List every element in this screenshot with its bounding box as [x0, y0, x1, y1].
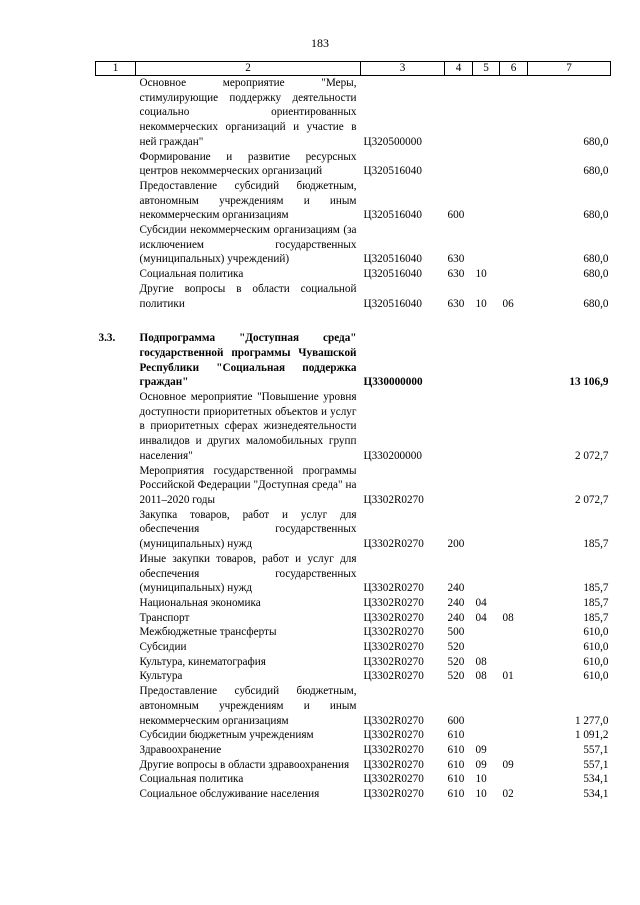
row-section: 10 — [475, 773, 487, 786]
row-code: Ц320516040 — [363, 165, 422, 178]
row-subsection — [500, 508, 528, 552]
row-expense-type: 520 — [447, 641, 465, 654]
row-amount: 534,1 — [583, 773, 609, 786]
row-name: Подпрограмма "Доступная среда" государственной программы Чувашской Республики "Социальная поддержка граждан" — [139, 332, 357, 389]
row-code: Ц320516040 — [363, 268, 422, 281]
row-code: Ц3302R0270 — [363, 670, 424, 683]
table-row — [96, 150, 611, 179]
row-expense-type: 500 — [447, 626, 465, 639]
table-row — [96, 76, 611, 150]
row-code: Ц330200000 — [363, 449, 422, 462]
row-name: Иные закупки товаров, работ и услуг для обеспечения государственных (муниципальных) нужд — [139, 552, 357, 595]
row-code: Ц3302R0270 — [363, 641, 424, 654]
row-section: 09 — [475, 743, 487, 756]
row-subsection — [500, 655, 528, 670]
row-number — [96, 508, 136, 552]
row-expense-type: 240 — [447, 582, 465, 595]
column-header: 5 — [473, 62, 500, 76]
table-row — [96, 743, 611, 758]
row-amount: 680,0 — [583, 297, 609, 310]
row-expense-type: 520 — [447, 655, 465, 668]
row-subsection — [500, 552, 528, 596]
row-amount: 680,0 — [583, 209, 609, 222]
column-header: 3 — [361, 62, 445, 76]
row-number — [96, 787, 136, 802]
row-name: Социальная политика — [139, 268, 244, 281]
row-subsection — [500, 223, 528, 267]
row-section: 08 — [475, 655, 487, 668]
row-amount: 1 091,2 — [574, 729, 609, 742]
row-code: Ц320500000 — [363, 135, 422, 148]
row-expense-type: 610 — [447, 788, 465, 801]
row-expense-type: 610 — [447, 729, 465, 742]
row-amount: 185,7 — [583, 596, 609, 609]
row-name: Формирование и развитие ресурсных центров некоммерческих организаций — [139, 150, 357, 178]
row-amount: 557,1 — [583, 743, 609, 756]
table-row — [96, 669, 611, 684]
table-row — [96, 179, 611, 223]
row-code: Ц3302R0270 — [363, 611, 424, 624]
row-section — [473, 728, 500, 743]
row-subsection — [500, 684, 528, 728]
row-code: Ц3302R0270 — [363, 655, 424, 668]
row-section — [473, 640, 500, 655]
row-name: Социальная политика — [139, 773, 244, 786]
row-code: Ц330000000 — [363, 376, 423, 389]
row-expense-type: 630 — [447, 297, 465, 310]
row-number — [96, 743, 136, 758]
row-expense-type: 610 — [447, 773, 465, 786]
table-row — [96, 611, 611, 626]
row-subsection — [500, 772, 528, 787]
row-code: Ц3302R0270 — [363, 714, 424, 727]
table-row — [96, 640, 611, 655]
row-section — [473, 508, 500, 552]
table-row — [96, 267, 611, 282]
table-row — [96, 787, 611, 802]
row-number — [96, 267, 136, 282]
row-code: Ц3302R0270 — [363, 729, 424, 742]
row-amount: 185,7 — [583, 611, 609, 624]
row-amount: 610,0 — [583, 641, 609, 654]
row-section — [473, 464, 500, 508]
row-name: Субсидии бюджетным учреждениям — [139, 729, 314, 742]
row-section — [473, 625, 500, 640]
row-expense-type: 600 — [447, 209, 465, 222]
spacer-cell — [96, 311, 611, 331]
table-row — [96, 552, 611, 596]
row-subsection — [500, 728, 528, 743]
table-row — [96, 625, 611, 640]
row-amount: 557,1 — [583, 758, 609, 771]
row-number — [96, 655, 136, 670]
row-code: Ц3302R0270 — [363, 596, 424, 609]
row-number — [96, 179, 136, 223]
row-expense-type — [445, 76, 473, 150]
column-header: 4 — [445, 62, 473, 76]
row-name: Другие вопросы в области здравоохранения — [139, 758, 350, 771]
row-number — [96, 223, 136, 267]
row-section — [473, 150, 500, 179]
table-row — [96, 464, 611, 508]
row-expense-type: 240 — [447, 596, 465, 609]
row-number — [96, 76, 136, 150]
row-name: Субсидии некоммерческим организациям (за исключением государственных (муниципальных) учреждений) — [139, 224, 357, 266]
row-section — [473, 390, 500, 464]
row-section — [473, 76, 500, 150]
row-expense-type: 600 — [447, 714, 465, 727]
row-amount: 610,0 — [583, 670, 609, 683]
table-row — [96, 223, 611, 267]
row-subsection: 01 — [502, 670, 514, 683]
row-section: 09 — [475, 758, 487, 771]
row-name: Культура, кинематография — [139, 655, 266, 668]
row-expense-type — [445, 464, 473, 508]
row-expense-type — [445, 150, 473, 179]
row-section: 08 — [475, 670, 487, 683]
row-number — [96, 669, 136, 684]
row-name: Субсидии — [139, 641, 187, 654]
row-name: Культура — [139, 670, 183, 683]
row-subsection — [500, 76, 528, 150]
row-expense-type: 610 — [447, 758, 465, 771]
row-number — [96, 684, 136, 728]
column-header: 6 — [500, 62, 528, 76]
row-name: Другие вопросы в области социальной политики — [139, 282, 357, 310]
row-amount: 1 277,0 — [574, 714, 609, 727]
table-body — [96, 76, 611, 802]
row-number — [96, 390, 136, 464]
row-expense-type: 240 — [447, 611, 465, 624]
row-code: Ц3302R0270 — [363, 493, 424, 506]
row-section — [473, 684, 500, 728]
row-subsection: 08 — [502, 611, 514, 624]
table-row — [96, 758, 611, 773]
row-number — [96, 625, 136, 640]
row-number — [96, 728, 136, 743]
row-name: Предоставление субсидий бюджетным, автономным учреждениям и иным некоммерческим организациям — [139, 685, 357, 727]
row-section — [473, 552, 500, 596]
row-code: Ц3302R0270 — [363, 538, 424, 551]
row-name: Здравоохранение — [139, 743, 222, 756]
row-expense-type: 630 — [447, 268, 465, 281]
row-expense-type: 200 — [447, 538, 465, 551]
row-amount: 680,0 — [583, 165, 609, 178]
row-subsection — [500, 464, 528, 508]
column-header: 1 — [96, 62, 136, 76]
row-expense-type: 630 — [447, 253, 465, 266]
row-section — [473, 179, 500, 223]
row-number: 3.3. — [98, 332, 116, 345]
row-subsection: 06 — [502, 297, 514, 310]
table-row — [96, 596, 611, 611]
row-amount: 534,1 — [583, 788, 609, 801]
row-amount: 185,7 — [583, 538, 609, 551]
table-row — [96, 508, 611, 552]
row-subsection — [500, 150, 528, 179]
row-name: Социальное обслуживание населения — [139, 788, 320, 801]
row-amount: 610,0 — [583, 626, 609, 639]
row-amount: 610,0 — [583, 655, 609, 668]
table-row — [96, 655, 611, 670]
row-name: Закупка товаров, работ и услуг для обеспечения государственных (муниципальных) нужд — [139, 508, 357, 551]
row-name: Предоставление субсидий бюджетным, автономным учреждениям и иным некоммерческим организациям — [139, 179, 357, 222]
column-header: 2 — [136, 62, 361, 76]
row-name: Межбюджетные трансферты — [139, 626, 277, 639]
row-number — [96, 552, 136, 596]
row-expense-type: 610 — [447, 743, 465, 756]
row-section — [473, 331, 500, 390]
row-subsection — [500, 179, 528, 223]
row-number — [96, 640, 136, 655]
row-amount: 2 072,7 — [574, 449, 609, 462]
row-code: Ц3302R0270 — [363, 743, 424, 756]
row-code: Ц3302R0270 — [363, 758, 424, 771]
row-amount: 680,0 — [583, 253, 609, 266]
row-expense-type — [445, 331, 473, 390]
row-subsection — [500, 390, 528, 464]
row-section: 04 — [475, 611, 487, 624]
row-name: Основное мероприятие "Меры, стимулирующие поддержку деятельности социально ориентированных некоммерческих организаций и участие в ней граждан" — [139, 77, 357, 148]
row-section: 10 — [475, 297, 487, 310]
row-name: Национальная экономика — [139, 596, 261, 609]
row-section: 04 — [475, 596, 487, 609]
row-code: Ц320516040 — [363, 297, 422, 310]
row-subsection — [500, 743, 528, 758]
row-subsection: 09 — [502, 758, 514, 771]
row-code: Ц3302R0270 — [363, 773, 424, 786]
row-name: Мероприятия государственной программы Российской Федерации "Доступная среда" на 2011–2020 годы — [139, 464, 357, 506]
row-number — [96, 758, 136, 773]
row-number — [96, 772, 136, 787]
row-section: 10 — [475, 788, 487, 801]
page-number: 183 — [311, 36, 329, 50]
column-header: 7 — [528, 62, 611, 76]
table-row — [96, 728, 611, 743]
row-subsection — [500, 267, 528, 282]
row-subsection — [500, 625, 528, 640]
row-number — [96, 150, 136, 179]
row-amount: 680,0 — [583, 268, 609, 281]
row-subsection: 02 — [502, 788, 514, 801]
table-row — [96, 772, 611, 787]
row-number — [96, 596, 136, 611]
row-amount: 185,7 — [583, 582, 609, 595]
table-row — [96, 331, 611, 390]
row-code: Ц320516040 — [363, 253, 422, 266]
table-row — [96, 390, 611, 464]
row-expense-type: 520 — [447, 670, 465, 683]
budget-table — [95, 61, 611, 802]
row-name: Основное мероприятие "Повышение уровня доступности приоритетных объектов и услуг в приоритетных сферах жизнедеятельности инвалидов и других маломобильных групп населения" — [139, 391, 357, 462]
row-amount: 2 072,7 — [574, 493, 609, 506]
row-section: 10 — [475, 268, 487, 281]
row-name: Транспорт — [139, 611, 190, 624]
row-code: Ц3302R0270 — [363, 582, 424, 595]
row-code: Ц3302R0270 — [363, 788, 424, 801]
row-code: Ц320516040 — [363, 209, 422, 222]
row-amount: 680,0 — [583, 135, 609, 148]
header-row — [96, 62, 611, 76]
table-row — [96, 282, 611, 311]
row-section — [473, 223, 500, 267]
row-number — [96, 282, 136, 311]
row-number — [96, 464, 136, 508]
row-subsection — [500, 596, 528, 611]
row-number — [96, 611, 136, 626]
row-code: Ц3302R0270 — [363, 626, 424, 639]
row-subsection — [500, 331, 528, 390]
table-row — [96, 684, 611, 728]
row-amount: 13 106,9 — [569, 376, 609, 389]
row-subsection — [500, 640, 528, 655]
table-header — [96, 62, 611, 76]
row-expense-type — [445, 390, 473, 464]
spacer-row — [96, 311, 611, 331]
